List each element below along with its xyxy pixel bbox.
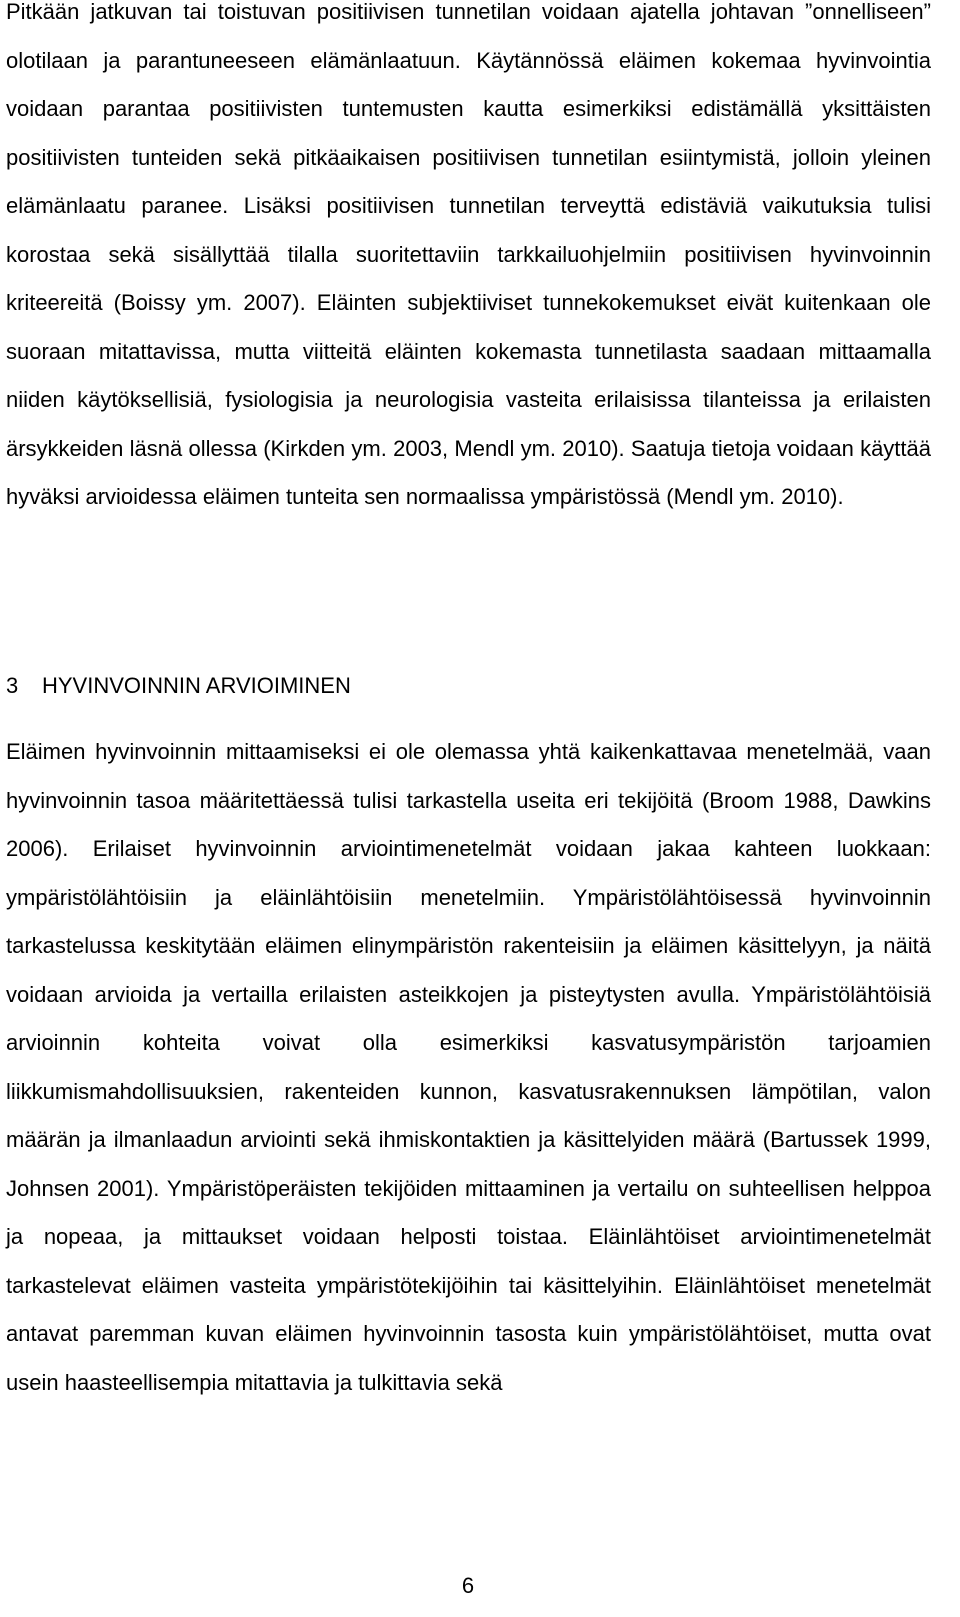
section-heading	[6, 662, 351, 711]
body-paragraph: Pitkään jatkuvan tai toistuvan positiivisen tunnetilan voidaan ajatella johtavan ”onnelliseen” olotilaan ja parantuneeseen elämänlaatuun. Käytännössä eläimen kokemaa hyvinvointia voidaan parantaa positiivisten tuntemusten kautta esimerkiksi edistämällä yksittäisten positiivisten tunteiden sekä pitkäaikaisen positiivisen tunnetilan esiintymistä, jolloin yleinen elämänlaatu paranee. Lisäksi positiivisen tunnetilan terveyttä edistäviä vaikutuksia tulisi korostaa sekä sisällyttää tilalla suoritettaviin tarkkailuohjelmiin positiivisen hyvinvoinnin kriteereitä (Boissy ym. 2007). Eläinten subjektiiviset tunnekokemukset eivät kuitenkaan ole suoraan mitattavissa, mutta viitteitä eläinten kokemasta tunnetilasta saadaan mittaamalla niiden käytöksellisiä, fysiologisia ja neurologisia vasteita erilaisissa tilanteissa ja erilaisten ärsykkeiden läsnä ollessa (Kirkden ym. 2003, Mendl ym. 2010). Saatuja tietoja voidaan käyttää hyväksi arvioidessa eläimen tunteita sen normaalissa ympäristössä (Mendl ym. 2010).	[6, 0, 931, 509]
section-title: HYVINVOINNIN ARVIOIMINEN	[42, 673, 351, 698]
page-number: 6	[461, 1573, 475, 1598]
body-paragraph: Eläimen hyvinvoinnin mittaamiseksi ei ole olemassa yhtä kaikenkattavaa menetelmää, vaan hyvinvoinnin tasoa määritettäessä tulisi tarkastella useita eri tekijöitä (Broom 1988, Dawkins 2006). Erilaiset hyvinvoinnin arviointimenetelmät voidaan jakaa kahteen luokkaan: ympäristölähtöisiin ja eläinlähtöisiin menetelmiin. Ympäristölähtöisessä hyvinvoinnin tarkastelussa keskitytään eläimen elinympäristön rakenteisiin ja eläimen käsittelyyn, ja näitä voidaan arvioida ja vertailla erilaisten asteikkojen ja pisteytysten avulla. Ympäristölähtöisiä arvioinnin kohteita voivat olla esimerkiksi kasvatusympäristön tarjoamien liikkumismahdollisuuksien, rakenteiden kunnon, kasvatusrakennuksen lämpötilan, valon määrän ja ilmanlaadun arviointi sekä ihmiskontaktien ja käsittelyiden määrä (Bartussek 1999, Johnsen 2001). Ympäristöperäisten tekijöiden mittaaminen ja vertailu on suhteellisen helppoa ja nopeaa, ja mittaukset voidaan helposti toistaa. Eläinlähtöiset arviointimenetelmät tarkastelevat eläimen vasteita ympäristötekijöihin tai käsittelyihin. Eläinlähtöiset menetelmät antavat paremman kuvan eläimen hyvinvoinnin tasosta kuin ympäristölähtöiset, mutta ovat usein haasteellisempia mitattavia ja tulkittavia sekä	[6, 739, 931, 1395]
section-number: 3	[6, 673, 19, 698]
document-page	[6, 0, 931, 1395]
